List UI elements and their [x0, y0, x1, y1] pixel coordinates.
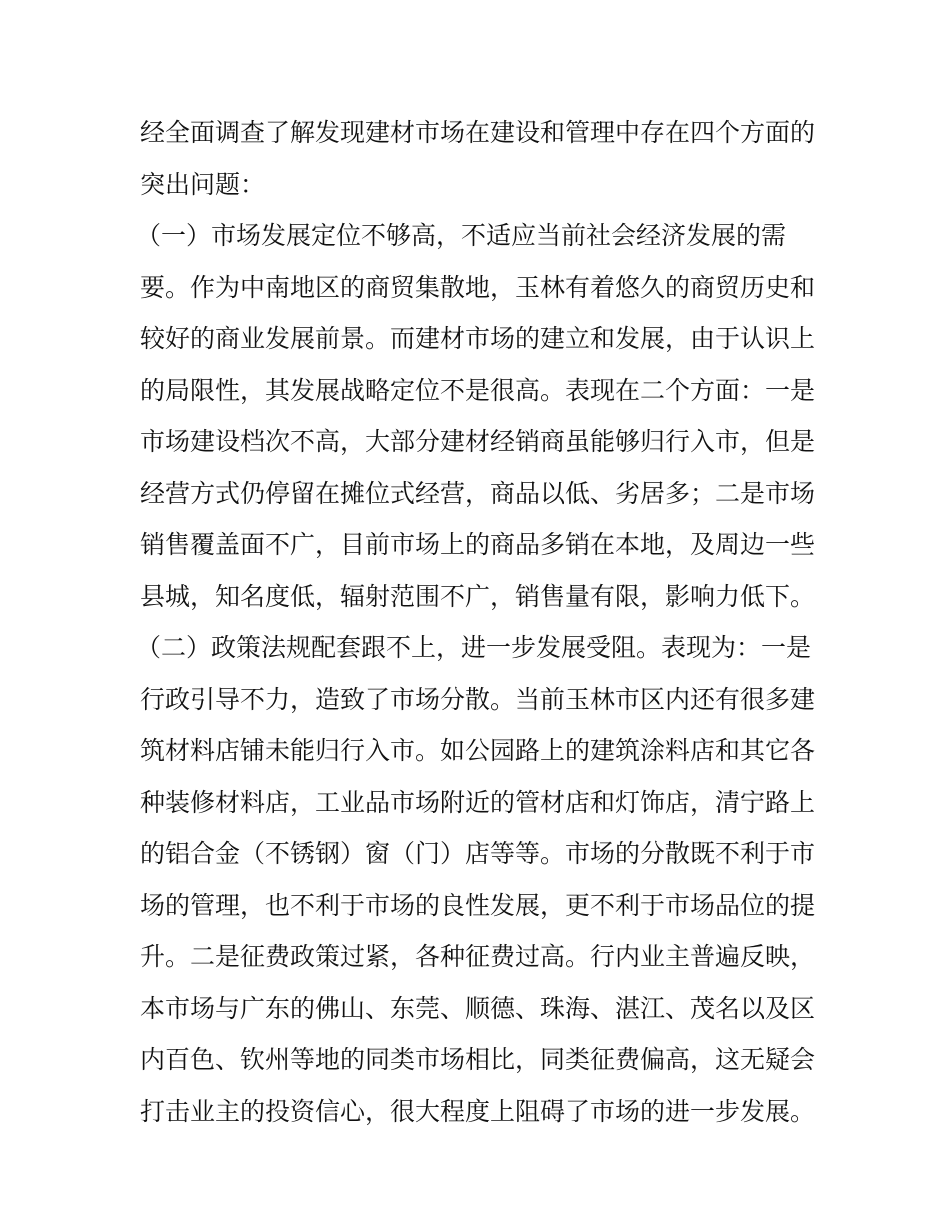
text-line: 行政引导不力，造致了市场分散。当前玉林市区内还有很多建: [140, 684, 816, 714]
text-line: 的局限性，其发展战略定位不是很高。表现在二个方面：一是: [140, 375, 816, 405]
text-line: 经全面调查了解发现建材市场在建设和管理中存在四个方面的: [140, 118, 816, 147]
text-line: 升。二是征费政策过紧，各种征费过高。行内业主普遍反映，: [140, 942, 816, 971]
text-line: 突出问题：: [140, 169, 266, 199]
body-text: [136, 107, 820, 1137]
text-line: 的铝合金（不锈钢）窗（门）店等等。市场的分散既不利于市: [140, 839, 816, 868]
text-line: 较好的商业发展前景。而建材市场的建立和发展，由于认识上: [140, 324, 816, 353]
text-line: 县城，知名度低，辐射范围不广，销售量有限，影响力低下。: [140, 581, 816, 611]
text-line: 本市场与广东的佛山、东莞、顺德、珠海、湛江、茂名以及区: [140, 993, 816, 1023]
text-line: 场的管理，也不利于市场的良性发展，更不利于市场品位的提: [140, 890, 816, 920]
section-heading-line: （二）政策法规配套跟不上，进一步发展受阻。表现为：一是: [136, 633, 812, 662]
text-line: 种装修材料店，工业品市场附近的管材店和灯饰店，清宁路上: [140, 787, 816, 817]
text-line: 经营方式仍停留在摊位式经营，商品以低、劣居多；二是市场: [140, 478, 816, 508]
section-heading-line: （一）市场发展定位不够高，不适应当前社会经济发展的需: [136, 221, 787, 250]
text-line: 销售覆盖面不广，目前市场上的商品多销在本地，及周边一些: [140, 530, 816, 559]
text-line: 内百色、钦州等地的同类市场相比，同类征费偏高，这无疑会: [140, 1045, 816, 1074]
text-line: 市场建设档次不高，大部分建材经销商虽能够归行入市，但是: [140, 427, 816, 456]
text-line: 打击业主的投资信心，很大程度上阻碍了市场的进一步发展。: [140, 1096, 816, 1126]
text-line: 要。作为中南地区的商贸集散地，玉林有着悠久的商贸历史和: [140, 272, 816, 302]
text-line: 筑材料店铺未能归行入市。如公园路上的建筑涂料店和其它各: [140, 736, 816, 765]
